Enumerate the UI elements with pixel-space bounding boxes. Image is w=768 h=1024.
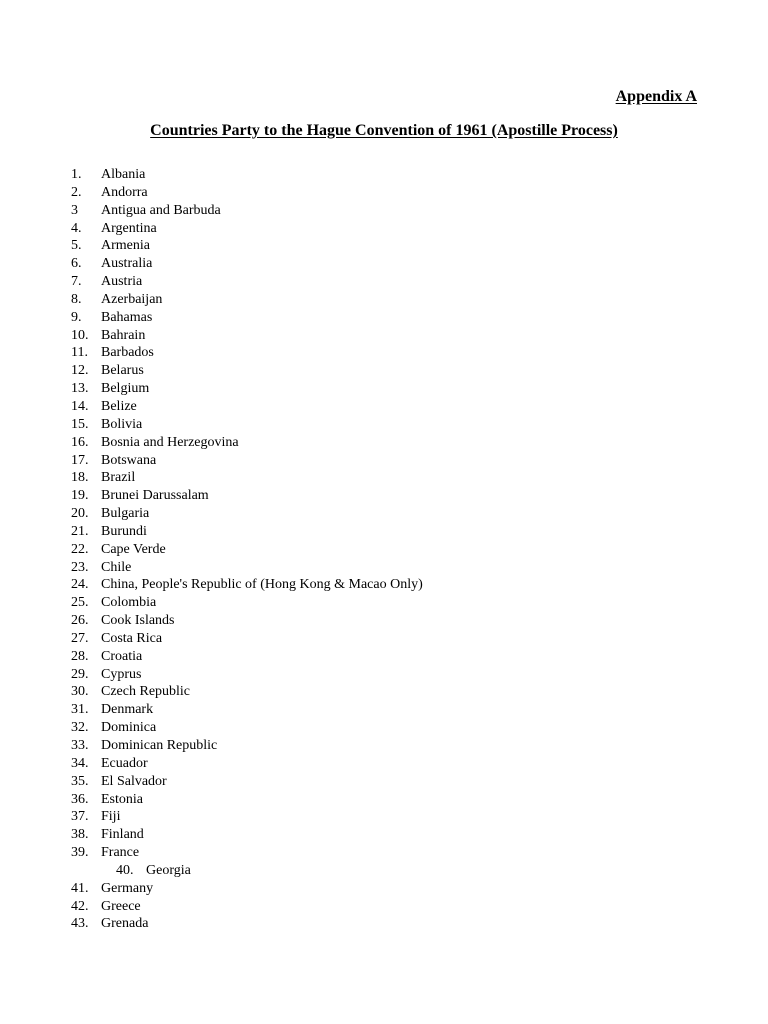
list-item-country: Burundi <box>101 523 147 539</box>
list-item-country: Australia <box>101 256 153 272</box>
list-item-country: Belarus <box>101 363 144 379</box>
list-item <box>71 309 711 327</box>
list-item <box>71 469 711 487</box>
list-item-country: France <box>101 845 140 861</box>
document-title: Countries Party to the Hague Convention of 1961 (Apostille Process) <box>150 122 618 139</box>
list-item-number: 10. <box>71 327 89 343</box>
list-item <box>71 844 711 862</box>
list-item-number: 7. <box>71 274 82 290</box>
list-item <box>71 523 711 541</box>
list-item-number: 4. <box>71 220 82 236</box>
list-item <box>71 612 711 630</box>
list-item-country: Bahrain <box>101 327 146 343</box>
list-item <box>71 880 711 898</box>
appendix-label: Appendix A <box>615 88 697 105</box>
list-item <box>71 541 711 559</box>
list-item-country: Brazil <box>101 470 136 486</box>
list-item <box>71 505 711 523</box>
list-item <box>71 791 711 809</box>
list-item-country: Austria <box>101 274 143 290</box>
list-item-country: Georgia <box>146 862 191 878</box>
list-item-country: Albania <box>101 167 146 182</box>
list-item-number: 3 <box>71 202 78 218</box>
list-item-country: Antigua and Barbuda <box>101 202 221 218</box>
list-item <box>71 701 711 719</box>
list-item <box>71 737 711 755</box>
list-item <box>71 683 711 701</box>
list-item <box>71 398 711 416</box>
list-item-number: 12. <box>71 363 89 379</box>
list-item-country: Colombia <box>101 595 157 611</box>
list-item <box>71 594 711 612</box>
list-item-country: Bosnia and Herzegovina <box>101 434 239 450</box>
list-item-number: 1. <box>71 167 82 182</box>
list-item <box>71 808 711 826</box>
list-item-country: Czech Republic <box>101 684 191 700</box>
list-item-country: Dominica <box>101 720 157 736</box>
country-list <box>71 166 711 933</box>
list-item-country: Fiji <box>101 809 121 825</box>
list-item <box>71 898 711 916</box>
list-item <box>71 237 711 255</box>
list-item <box>71 273 711 291</box>
list-item-country: Argentina <box>101 220 157 236</box>
list-item-number: 13. <box>71 381 89 397</box>
list-item-country: Botswana <box>101 452 157 468</box>
list-item-country: Denmark <box>101 702 154 718</box>
list-item-number: 2. <box>71 184 82 200</box>
list-item <box>71 559 711 577</box>
list-item-number: 34. <box>71 755 89 771</box>
list-item-number: 20. <box>71 506 89 522</box>
list-item-country: Croatia <box>101 648 143 664</box>
list-item <box>71 166 711 184</box>
list-item-country: Cyprus <box>101 666 142 682</box>
list-item <box>71 648 711 666</box>
list-item-country: Finland <box>101 827 144 843</box>
list-item-country: Estonia <box>101 791 143 807</box>
list-item-country: Dominican Republic <box>101 738 218 753</box>
list-item-number: 5. <box>71 238 82 254</box>
list-item-country: Germany <box>101 880 154 896</box>
list-item-number: 29. <box>71 666 89 682</box>
list-item-number: 25. <box>71 595 89 611</box>
list-item-number: 27. <box>71 630 89 646</box>
list-item <box>71 416 711 434</box>
list-item-country: Brunei Darussalam <box>101 488 209 504</box>
list-item <box>71 576 711 594</box>
list-item-number: 33. <box>71 738 89 753</box>
list-item <box>71 487 711 505</box>
list-item-country: Costa Rica <box>101 630 163 646</box>
list-item <box>71 915 711 933</box>
list-item <box>71 362 711 380</box>
list-item <box>71 755 711 773</box>
list-item-country: Cape Verde <box>101 541 166 557</box>
list-item-number: 14. <box>71 398 89 414</box>
list-item-country: Andorra <box>101 184 148 200</box>
list-item-number: 6. <box>71 256 82 272</box>
list-item-country: El Salvador <box>101 773 167 789</box>
list-item-country: Armenia <box>101 238 150 254</box>
list-item-country: China, People's Republic of (Hong Kong & Macao Only) <box>101 577 423 593</box>
list-item-number: 26. <box>71 613 89 629</box>
list-item <box>71 327 711 345</box>
list-item-number: 36. <box>71 791 89 807</box>
list-item <box>71 184 711 202</box>
list-item-number: 43. <box>71 916 89 932</box>
list-item <box>71 630 711 648</box>
list-item <box>71 719 711 737</box>
list-item-number: 24. <box>71 577 89 593</box>
list-item-country: Ecuador <box>101 755 148 771</box>
list-item-country: Bahamas <box>101 309 153 325</box>
list-item-number: 21. <box>71 523 89 539</box>
list-item-number: 37. <box>71 809 89 825</box>
list-item <box>71 826 711 844</box>
list-item <box>71 862 711 880</box>
list-item <box>71 291 711 309</box>
list-item-country: Cook Islands <box>101 613 175 629</box>
list-item-number: 42. <box>71 898 89 914</box>
list-item <box>71 773 711 791</box>
list-item-number: 39. <box>71 845 89 861</box>
list-item-number: 19. <box>71 488 89 504</box>
list-item-number: 40. <box>116 862 134 878</box>
list-item <box>71 220 711 238</box>
list-item-number: 17. <box>71 452 89 468</box>
list-item-number: 30. <box>71 684 89 700</box>
list-item-number: 41. <box>71 880 89 896</box>
list-item-number: 9. <box>71 309 82 325</box>
list-item-country: Bulgaria <box>101 506 150 522</box>
list-item-number: 31. <box>71 702 89 718</box>
list-item-country: Grenada <box>101 916 149 932</box>
list-item-country: Bolivia <box>101 416 143 432</box>
list-item-number: 18. <box>71 470 89 486</box>
list-item-number: 35. <box>71 773 89 789</box>
list-item-number: 15. <box>71 416 89 432</box>
list-item-country: Belize <box>101 398 137 414</box>
list-item-country: Belgium <box>101 381 150 397</box>
list-item-number: 16. <box>71 434 89 450</box>
list-item-number: 11. <box>71 345 88 361</box>
list-item <box>71 344 711 362</box>
list-item <box>71 434 711 452</box>
list-item <box>71 666 711 684</box>
list-item-country: Barbados <box>101 345 154 361</box>
list-item-country: Chile <box>101 559 132 575</box>
list-item <box>71 202 711 220</box>
list-item-number: 38. <box>71 827 89 843</box>
list-item-country: Greece <box>101 898 141 914</box>
list-item <box>71 452 711 470</box>
list-item-country: Azerbaijan <box>101 291 163 307</box>
list-item-number: 23. <box>71 559 89 575</box>
list-item <box>71 380 711 398</box>
list-item <box>71 255 711 273</box>
list-item-number: 28. <box>71 648 89 664</box>
list-item-number: 32. <box>71 720 89 736</box>
list-item-number: 22. <box>71 541 89 557</box>
list-item-number: 8. <box>71 291 82 307</box>
